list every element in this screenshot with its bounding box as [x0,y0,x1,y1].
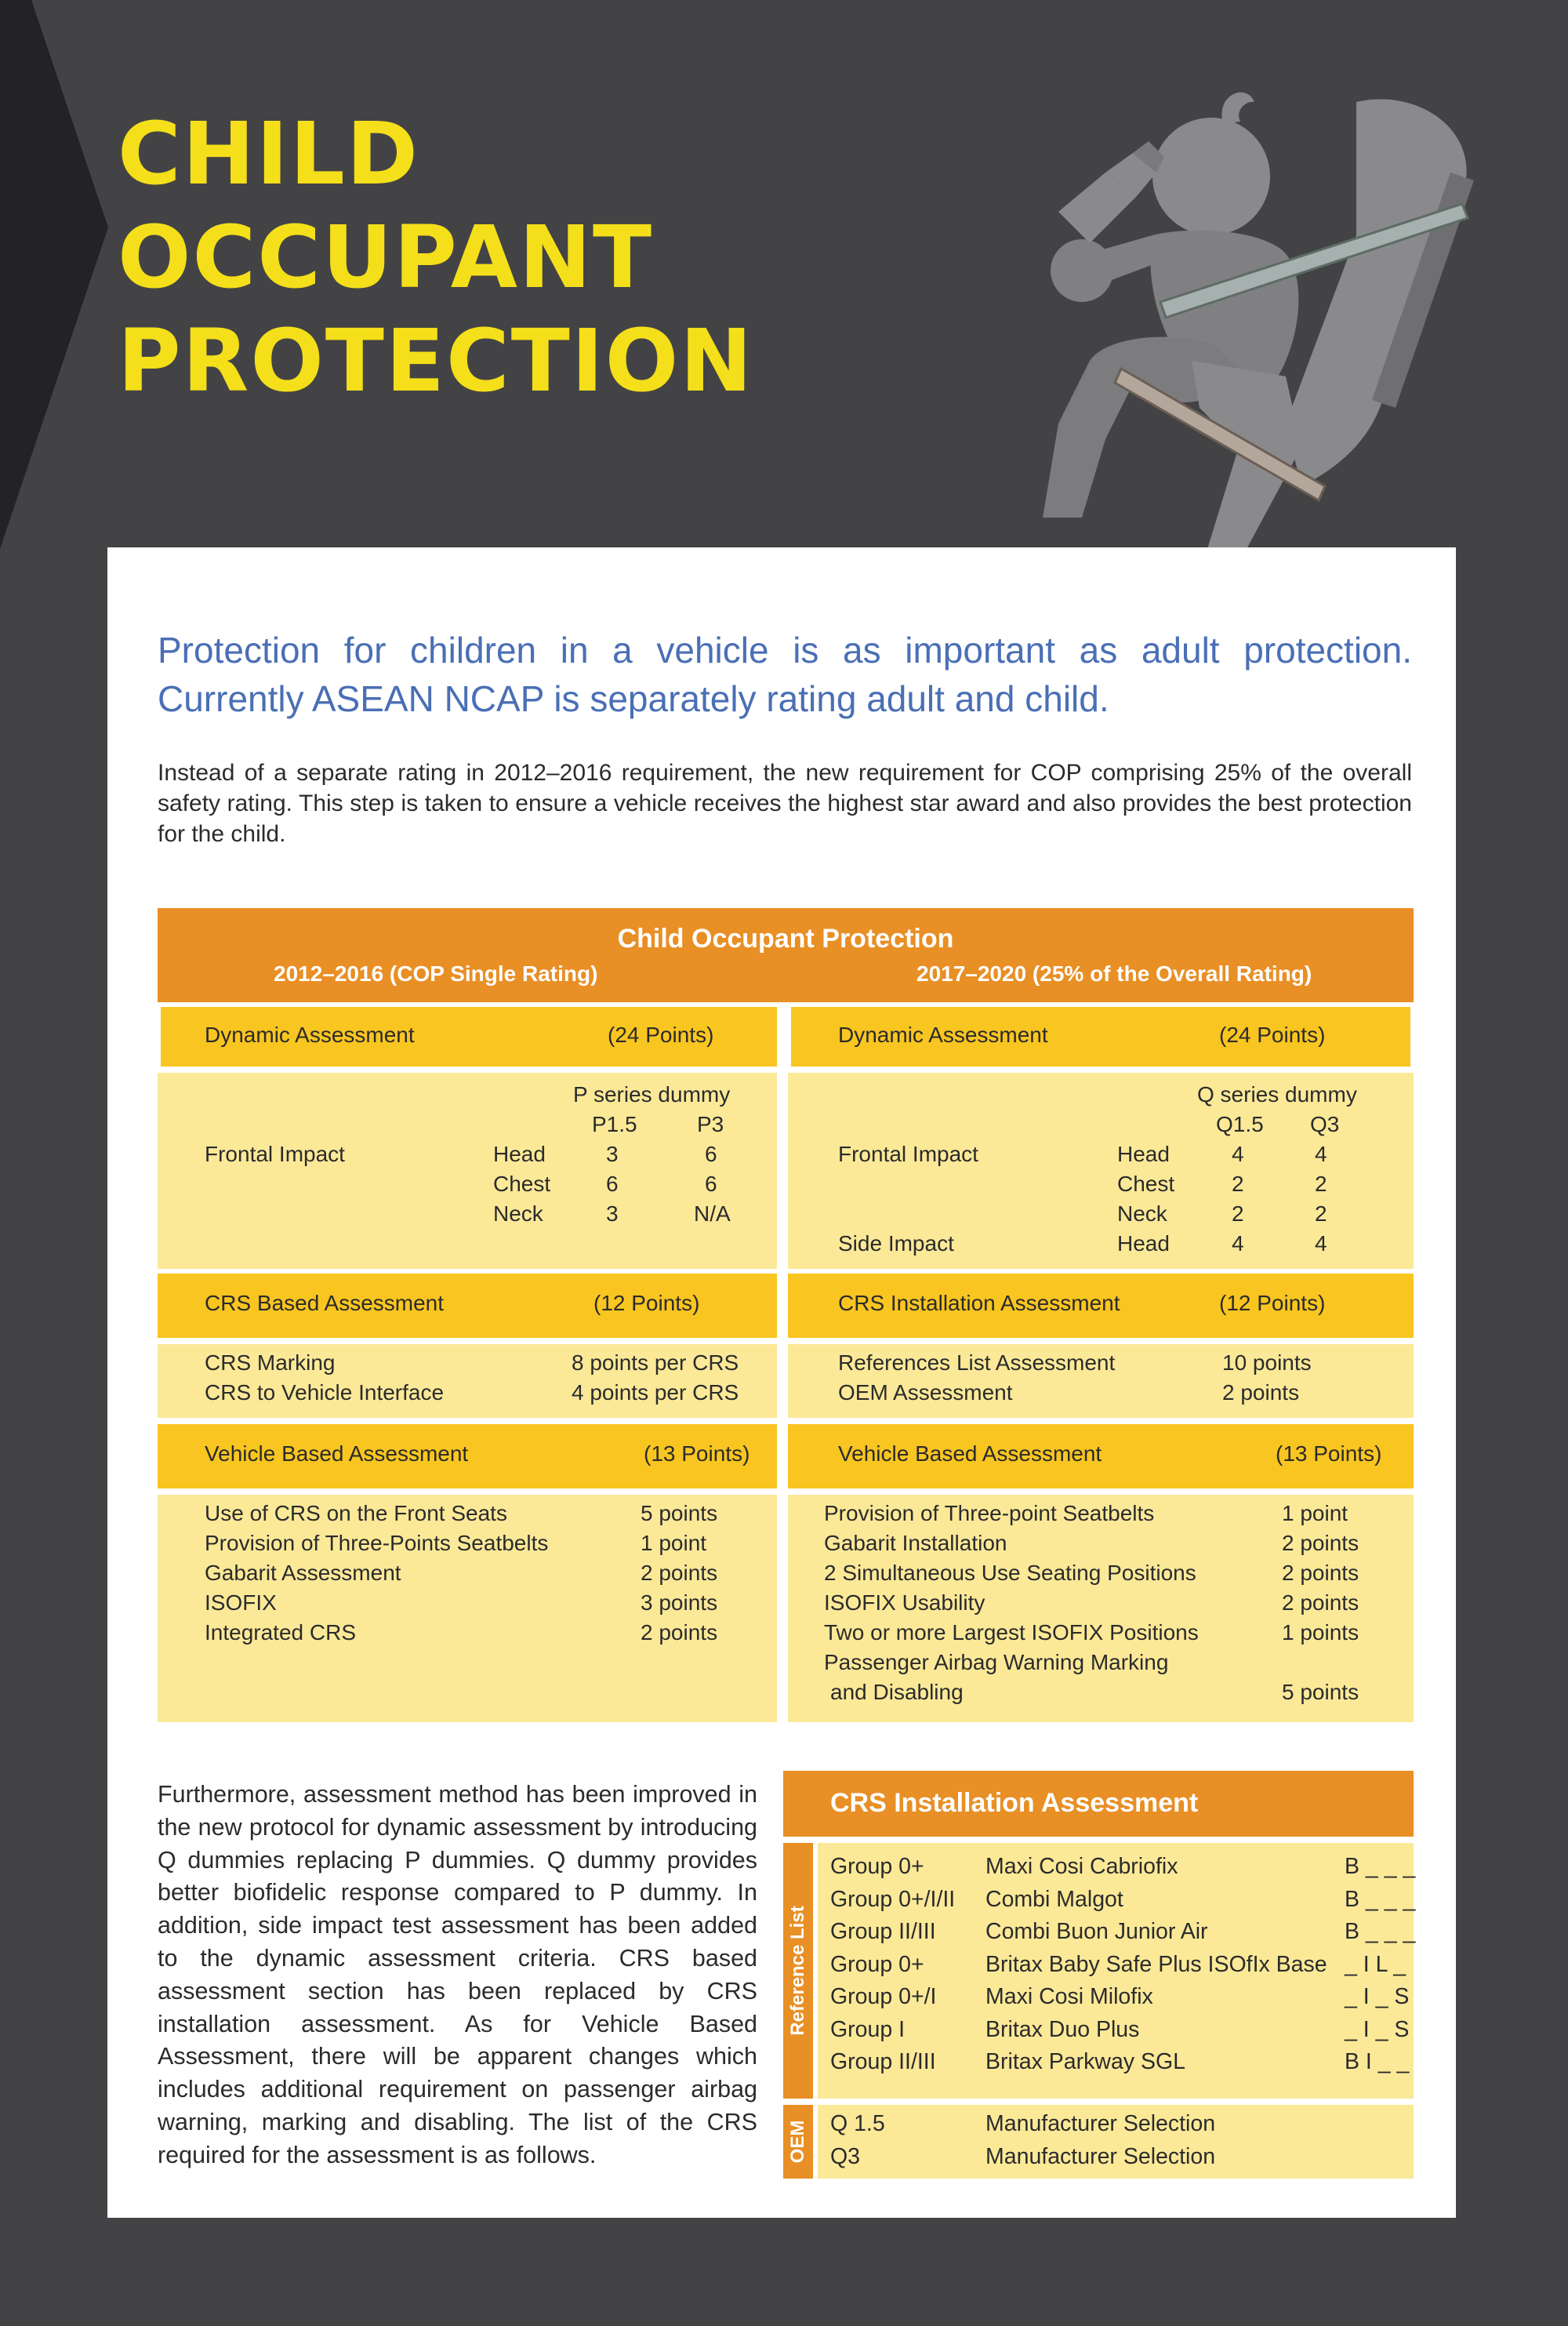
oem-label: OEM [783,2105,813,2179]
left-crs-body: CRS Marking 8 points per CRS CRS to Vehicle Interface 4 points per CRS [158,1344,777,1418]
left-vehicle-header: Vehicle Based Assessment (13 Points) [158,1424,777,1488]
right-column-header: 2017–2020 (25% of the Overall Rating) [916,961,1312,986]
reference-list-body [818,1843,1414,2099]
left-dynamic-header: Dynamic Assessment (24 Points) [161,1007,777,1067]
left-crs-header: CRS Based Assessment (12 Points) [158,1274,777,1338]
left-vehicle-body: Use of CRS on the Front Seats 5 points Provision of Three-Points Seatbelts 1 point Gabarit Assessment 2 points ISOFIX 3 points Integrated CRS 2 points [158,1495,777,1722]
page-title [118,102,753,413]
reference-list-label: Reference List [783,1843,813,2099]
right-dynamic-body: Q series dummy Q1.5 Q3 Frontal Impact Head 4 4 Chest 2 2 Neck 2 2 Side Impact Head 4 4 [788,1073,1414,1269]
body-paragraph: Furthermore, assessment method has been improved in the new protocol for dynamic assessment by introducing Q dummies replacing P dummies. Q dummy provides better biofidelic response compared to P dummy. In addition, side impact test assessment has been added to the dynamic assessment criteria. CRS based assessment section has been replaced by CRS installation assessment. As for Vehicle Based Assessment, there will be apparent changes which includes additional requirement on passenger airbag warning, marking and disabling. The list of the CRS required for the assessment is as follows. [158,1781,757,2168]
table-row: Group 0+/I/II Combi Malgot B _ _ _ [830,1886,1416,1912]
content-card [107,547,1456,2218]
table-row: Group 0+ Maxi Cosi Cabriofix B _ _ _ [830,1854,1416,1879]
table-row: Group II/III Britax Parkway SGL B I _ _ [830,2049,1410,2074]
right-vehicle-body: Provision of Three-point Seatbelts 1 point Gabarit Installation 2 points 2 Simultaneous Use Seating Positions 2 points ISOFIX Usability 2 points Two or more Largest ISOFIX Positions 1 points Passenger Airbag Warning Marking and Disabling 5 points [788,1495,1414,1722]
title-line: OCCUPANT [118,207,654,307]
oem-body [818,2105,1414,2179]
chevron-decoration [0,0,110,549]
right-vehicle-header: Vehicle Based Assessment (13 Points) [788,1424,1414,1488]
right-crs-body: References List Assessment 10 points OEM Assessment 2 points [788,1344,1414,1418]
right-crs-header: CRS Installation Assessment (12 Points) [788,1274,1414,1338]
table-row: Q 1.5 Manufacturer Selection [830,2111,1216,2136]
right-dynamic-header: Dynamic Assessment (24 Points) [791,1007,1410,1067]
table-row: Group 0+ Britax Baby Safe Plus ISOfIx Base _ I L _ [830,1951,1406,1977]
cop-table-title: Child Occupant Protection [617,924,954,954]
title-line: CHILD [118,104,420,204]
table-row: Group 0+/I Maxi Cosi Milofix _ I _ S [830,1984,1410,2009]
title-line: PROTECTION [118,311,754,411]
crs-table-header [783,1771,1414,1837]
crs-table-title: CRS Installation Assessment [830,1788,1199,1818]
left-column-header: 2012–2016 (COP Single Rating) [274,961,598,986]
table-row: Q3 Manufacturer Selection [830,2143,1216,2169]
table-row: Group II/III Combi Buon Junior Air B _ _ _ [830,1919,1416,1944]
intro-text: Instead of a separate rating in 2012–2016 requirement, the new requirement for COP comprising 25% of the overall safety rating. This step is taken to ensure a vehicle receives the highest star award and also provides the best protection for the child. [158,760,1412,847]
child-seat-icon [988,78,1490,565]
cop-table-header [158,908,1414,1002]
left-dynamic-body: P series dummy P1.5 P3 Frontal Impact Head 3 6 Chest 6 6 Neck 3 N/A [158,1073,777,1269]
table-row: Group I Britax Duo Plus _ I _ S [830,2016,1410,2042]
lead-text: Protection for children in a vehicle is as important as adult protection. Currently ASEAN NCAP is separately rating adult and child. [158,630,1412,719]
